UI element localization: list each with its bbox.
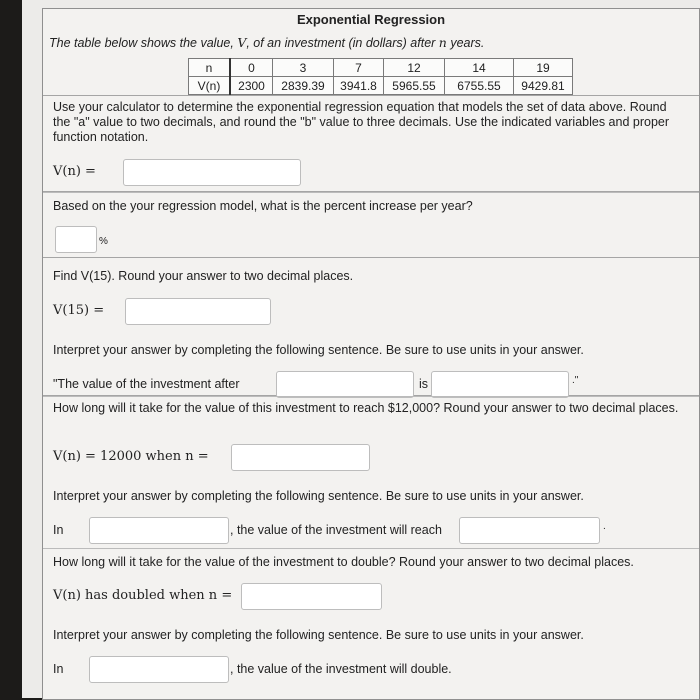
question-container: [42, 8, 700, 700]
percent-question: Based on the your regression model, what is the percent increase per year?: [53, 199, 473, 213]
reach-12000-section: [43, 396, 699, 549]
regression-label: V(n) =: [53, 164, 96, 179]
regression-equation-input[interactable]: [123, 159, 301, 186]
row-label-v: V(n): [189, 77, 231, 95]
v15-label: V(15) =: [53, 303, 105, 318]
header-section: [43, 9, 699, 96]
v15-question: Find V(15). Round your answer to two decimal places.: [53, 269, 354, 283]
reach-12000-input[interactable]: [231, 444, 370, 471]
reach-12000-sentence-mid: , the value of the investment will reach: [230, 523, 442, 537]
page-title: Exponential Regression: [296, 12, 446, 27]
percent-input[interactable]: [55, 226, 97, 253]
double-sentence-mid: , the value of the investment will double.: [230, 662, 452, 676]
table-row-n: [189, 59, 573, 77]
v15-years-input[interactable]: [276, 371, 414, 398]
intro-text: The table below shows the value, V, of an investment (in dollars) after n years.: [49, 35, 485, 50]
reach-12000-question: How long will it take for the value of this investment to reach $12,000? Round your answer to two decimal places.: [53, 401, 679, 415]
double-input[interactable]: [241, 583, 382, 610]
reach-12000-interpret-instructions: Interpret your answer by completing the following sentence. Be sure to use units in your answer.: [53, 489, 584, 503]
v15-input[interactable]: [125, 298, 271, 325]
reach-12000-years-input[interactable]: [89, 517, 229, 544]
table-cell: 7: [334, 59, 384, 77]
data-table: [188, 58, 573, 95]
double-years-input[interactable]: [89, 656, 229, 683]
double-interpret-instructions: Interpret your answer by completing the following sentence. Be sure to use units in your answer.: [53, 628, 584, 642]
worksheet-page: [22, 0, 700, 698]
percent-section: [43, 192, 699, 258]
table-cell: 9429.81: [514, 77, 573, 95]
table-cell: 3: [273, 59, 334, 77]
table-row-v: [189, 77, 573, 95]
double-section: [43, 548, 699, 700]
v15-section: [43, 257, 699, 396]
table-cell: 2839.39: [273, 77, 334, 95]
regression-instructions: Use your calculator to determine the exponential regression equation that models the set of data above. Round the "a" value to two decimals, and round the "b" value to three decimals. Use the indicated variables and proper function notation.: [53, 100, 670, 144]
v15-value-input[interactable]: [431, 371, 569, 398]
v15-sentence-mid: is: [419, 377, 429, 391]
table-cell: 5965.55: [384, 77, 445, 95]
double-label: V(n) has doubled when n =: [53, 588, 233, 603]
reach-12000-label: V(n) = 12000 when n =: [53, 449, 209, 464]
table-cell: 6755.55: [445, 77, 514, 95]
reach-12000-sentence-start: In: [53, 523, 64, 537]
v15-interpret-instructions: Interpret your answer by completing the following sentence. Be sure to use units in your answer.: [53, 343, 584, 357]
double-sentence-start: In: [53, 662, 64, 676]
percent-unit: %: [99, 236, 108, 247]
table-cell: 3941.8: [334, 77, 384, 95]
v15-sentence-end: .": [572, 375, 579, 386]
table-cell: 0: [230, 59, 273, 77]
table-cell: 12: [384, 59, 445, 77]
regression-section: [43, 96, 699, 192]
row-label-n: n: [189, 59, 231, 77]
reach-12000-sentence-end: .: [603, 521, 606, 532]
double-question: How long will it take for the value of the investment to double? Round your answer to two decimal places.: [53, 555, 634, 569]
table-cell: 19: [514, 59, 573, 77]
reach-12000-value-input[interactable]: [459, 517, 600, 544]
v15-sentence-start: "The value of the investment after: [53, 377, 240, 391]
table-cell: 14: [445, 59, 514, 77]
table-cell: 2300: [230, 77, 273, 95]
